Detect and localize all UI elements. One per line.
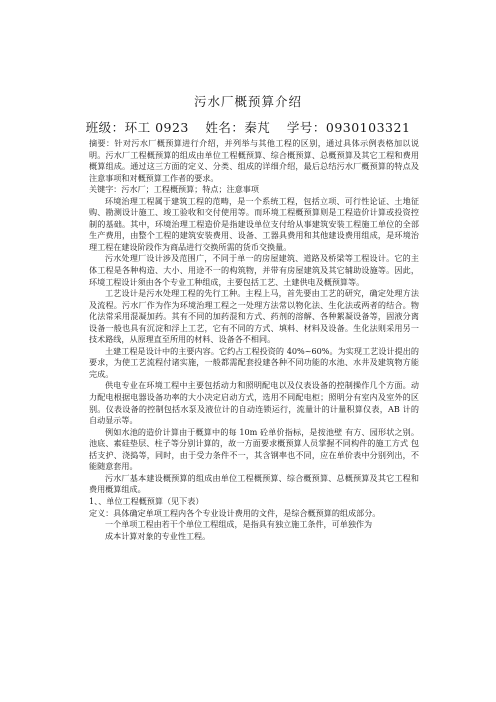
keywords-line: 关键字：污水厂；工程概预算；特点；注意事项 <box>89 184 259 195</box>
document-body <box>89 138 419 542</box>
body-paragraph: 例如水池的造价计算由于概算中的每 10m 砼单价指标，是按池壁 有方、园形状之别。池底、素硅垫层、柱子等分别计算的，故一方面要求概预算人员掌握不同构件的施工方式 包括支护、浇捣等，同时，由于受力条件不一，其含钢率也不同，应在单价表中分别列出，不能随意套用。 <box>89 426 419 472</box>
author-info-line <box>0 118 496 136</box>
body-paragraph: 工艺设计是污水处理工程的先行工种。主程上马，首先要由工艺的研究，确定处理方法及流程。污水厂作为作为环境治理工程之一处理方法常以物化法、生化法或两者的结合。物化法常采用混凝加药。其有不同的加药混和方式、药剂的溶解、各种絮凝设备等，固液分离设备一般也具有沉淀和浮上工艺，它有不同的方式、填料、材料及设备。生化法则采用另一技术路线，从原理直至所用的材料、设备各不相同。 <box>89 288 419 345</box>
body-paragraph: 供电专业在环境工程中主要包括动力和照明配电以及仪表设备的控制操作几个方面。动力配电根据电器设备功率的大小决定启动方式，选用不同配电柜；照明分有室内及室外的区别。仪表设备的控制包括水泵及液位计的自动连锁运行，流量计的计量积算仪表，AB 计的自动显示等。 <box>89 380 419 426</box>
name-label: 姓名：秦芃 <box>205 120 271 135</box>
document-title: 污水厂概预算介绍 <box>193 94 302 109</box>
closing-line: 成本计算对象的专业性工程。 <box>105 530 211 541</box>
class-label: 班级：环工 0923 <box>85 120 189 135</box>
definition-line: 定义：具体确定单项工程内各个专业设计费用的文件，是综合概预算的组成部分。 <box>89 507 381 518</box>
body-paragraph: 土建工程是设计中的主要内容。它约占工程投资的 40%~60%。为实现工艺设计提出的要求，为使工艺流程付诸实施，一般都需配套投建各种不同功能的水池、水井及建筑物方能完成。 <box>89 345 419 379</box>
body-paragraph: 污水处理厂设计涉及范围广，不同于单一的房屋建筑、道路及桥梁等工程设计。它的主体工程是各种构造、大小、用途不一的构筑物，并带有房屋建筑及其它辅助设施等。因此，环境工程设计须由各个专业工种组成，主要包括工艺、土建供电及概预算等。 <box>89 253 419 287</box>
closing-line: 一个单项工程由若干个单位工程组成，是指具有独立施工条件，可单独作为 <box>105 519 373 530</box>
body-paragraph: 环境治理工程属于建筑工程的范畴，是一个系统工程，包括立项、可行性论证、土地征购、勘测设计施工、竣工验收和交付使用等。而环境工程概预算则是工程造价计算或投资控制的基础。其中，环境治理工程造价是指建设单位支付给从事建筑安装工程施工单位的全部生产费用，由整个工程的建筑安装费用、设备、工器具费用和其他建设费用组成，是环境治理工程在建设阶段作为商品进行交换所需的货币交换量。 <box>89 195 419 252</box>
section-heading: 1、、单位工程概预算（见下表） <box>89 495 204 506</box>
abstract-paragraph: 摘要：针对污水厂概预算进行介绍，并列举与其他工程的区别，通过具体示例表格加以说明。污水厂工程概预算的组成由单位工程概预算、综合概预算、总概预算及其它工程和费用概算组成。通过这三方面的定义、分类、组成的详细介绍，最后总结污水厂概预算的特点及注意事项和对概预算工作者的要求。 <box>89 138 419 183</box>
student-id-label: 学号：0930103321 <box>286 120 411 135</box>
body-paragraph: 污水厂基本建设概预算的组成由单位工程概预算、综合概预算、总概预算及其它工程和费用概算组成。 <box>89 472 419 495</box>
